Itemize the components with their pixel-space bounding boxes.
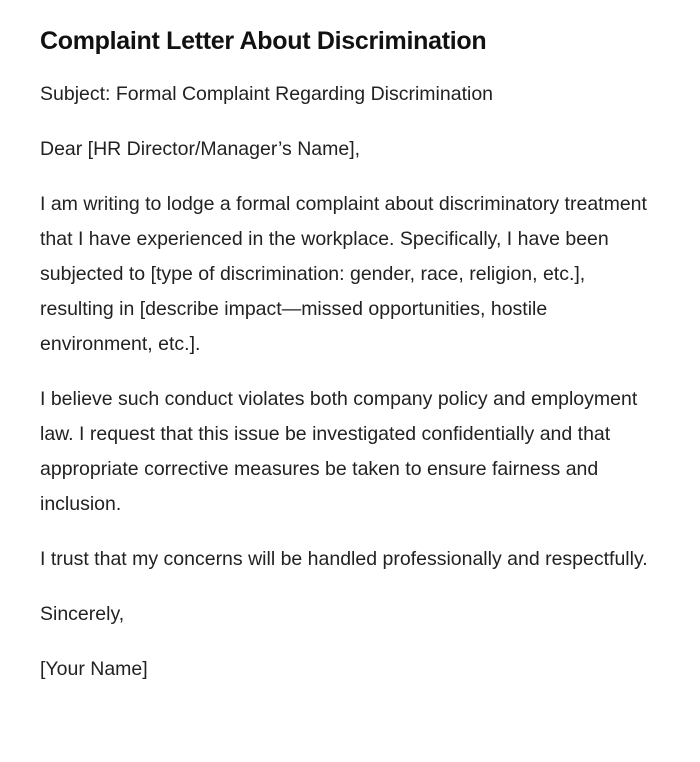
letter-greeting: Dear [HR Director/Manager’s Name], — [40, 138, 361, 160]
letter-subject: Subject: Formal Complaint Regarding Discrimination — [40, 83, 494, 105]
letter-signature: [Your Name] — [40, 658, 148, 680]
letter-paragraph-2: I believe such conduct violates both company policy and employment law. I request that this issue be investigated confidentially and that appropriate corrective measures be taken to ensure fairness and inclusion. — [40, 388, 638, 515]
letter-title: Complaint Letter About Discrimination — [40, 27, 487, 55]
letter-paragraph-3: I trust that my concerns will be handled professionally and respectfully. — [40, 548, 648, 570]
letter-closing: Sincerely, — [40, 603, 125, 625]
letter-paragraph-1: I am writing to lodge a formal complaint about discriminatory treatment that I have experienced in the workplace. Specifically, I have been subjected to [type of discrimination: gender, race, religion, etc.], resulting in [describe impact—missed opportunities, hostile environment, etc.]. — [40, 193, 647, 355]
